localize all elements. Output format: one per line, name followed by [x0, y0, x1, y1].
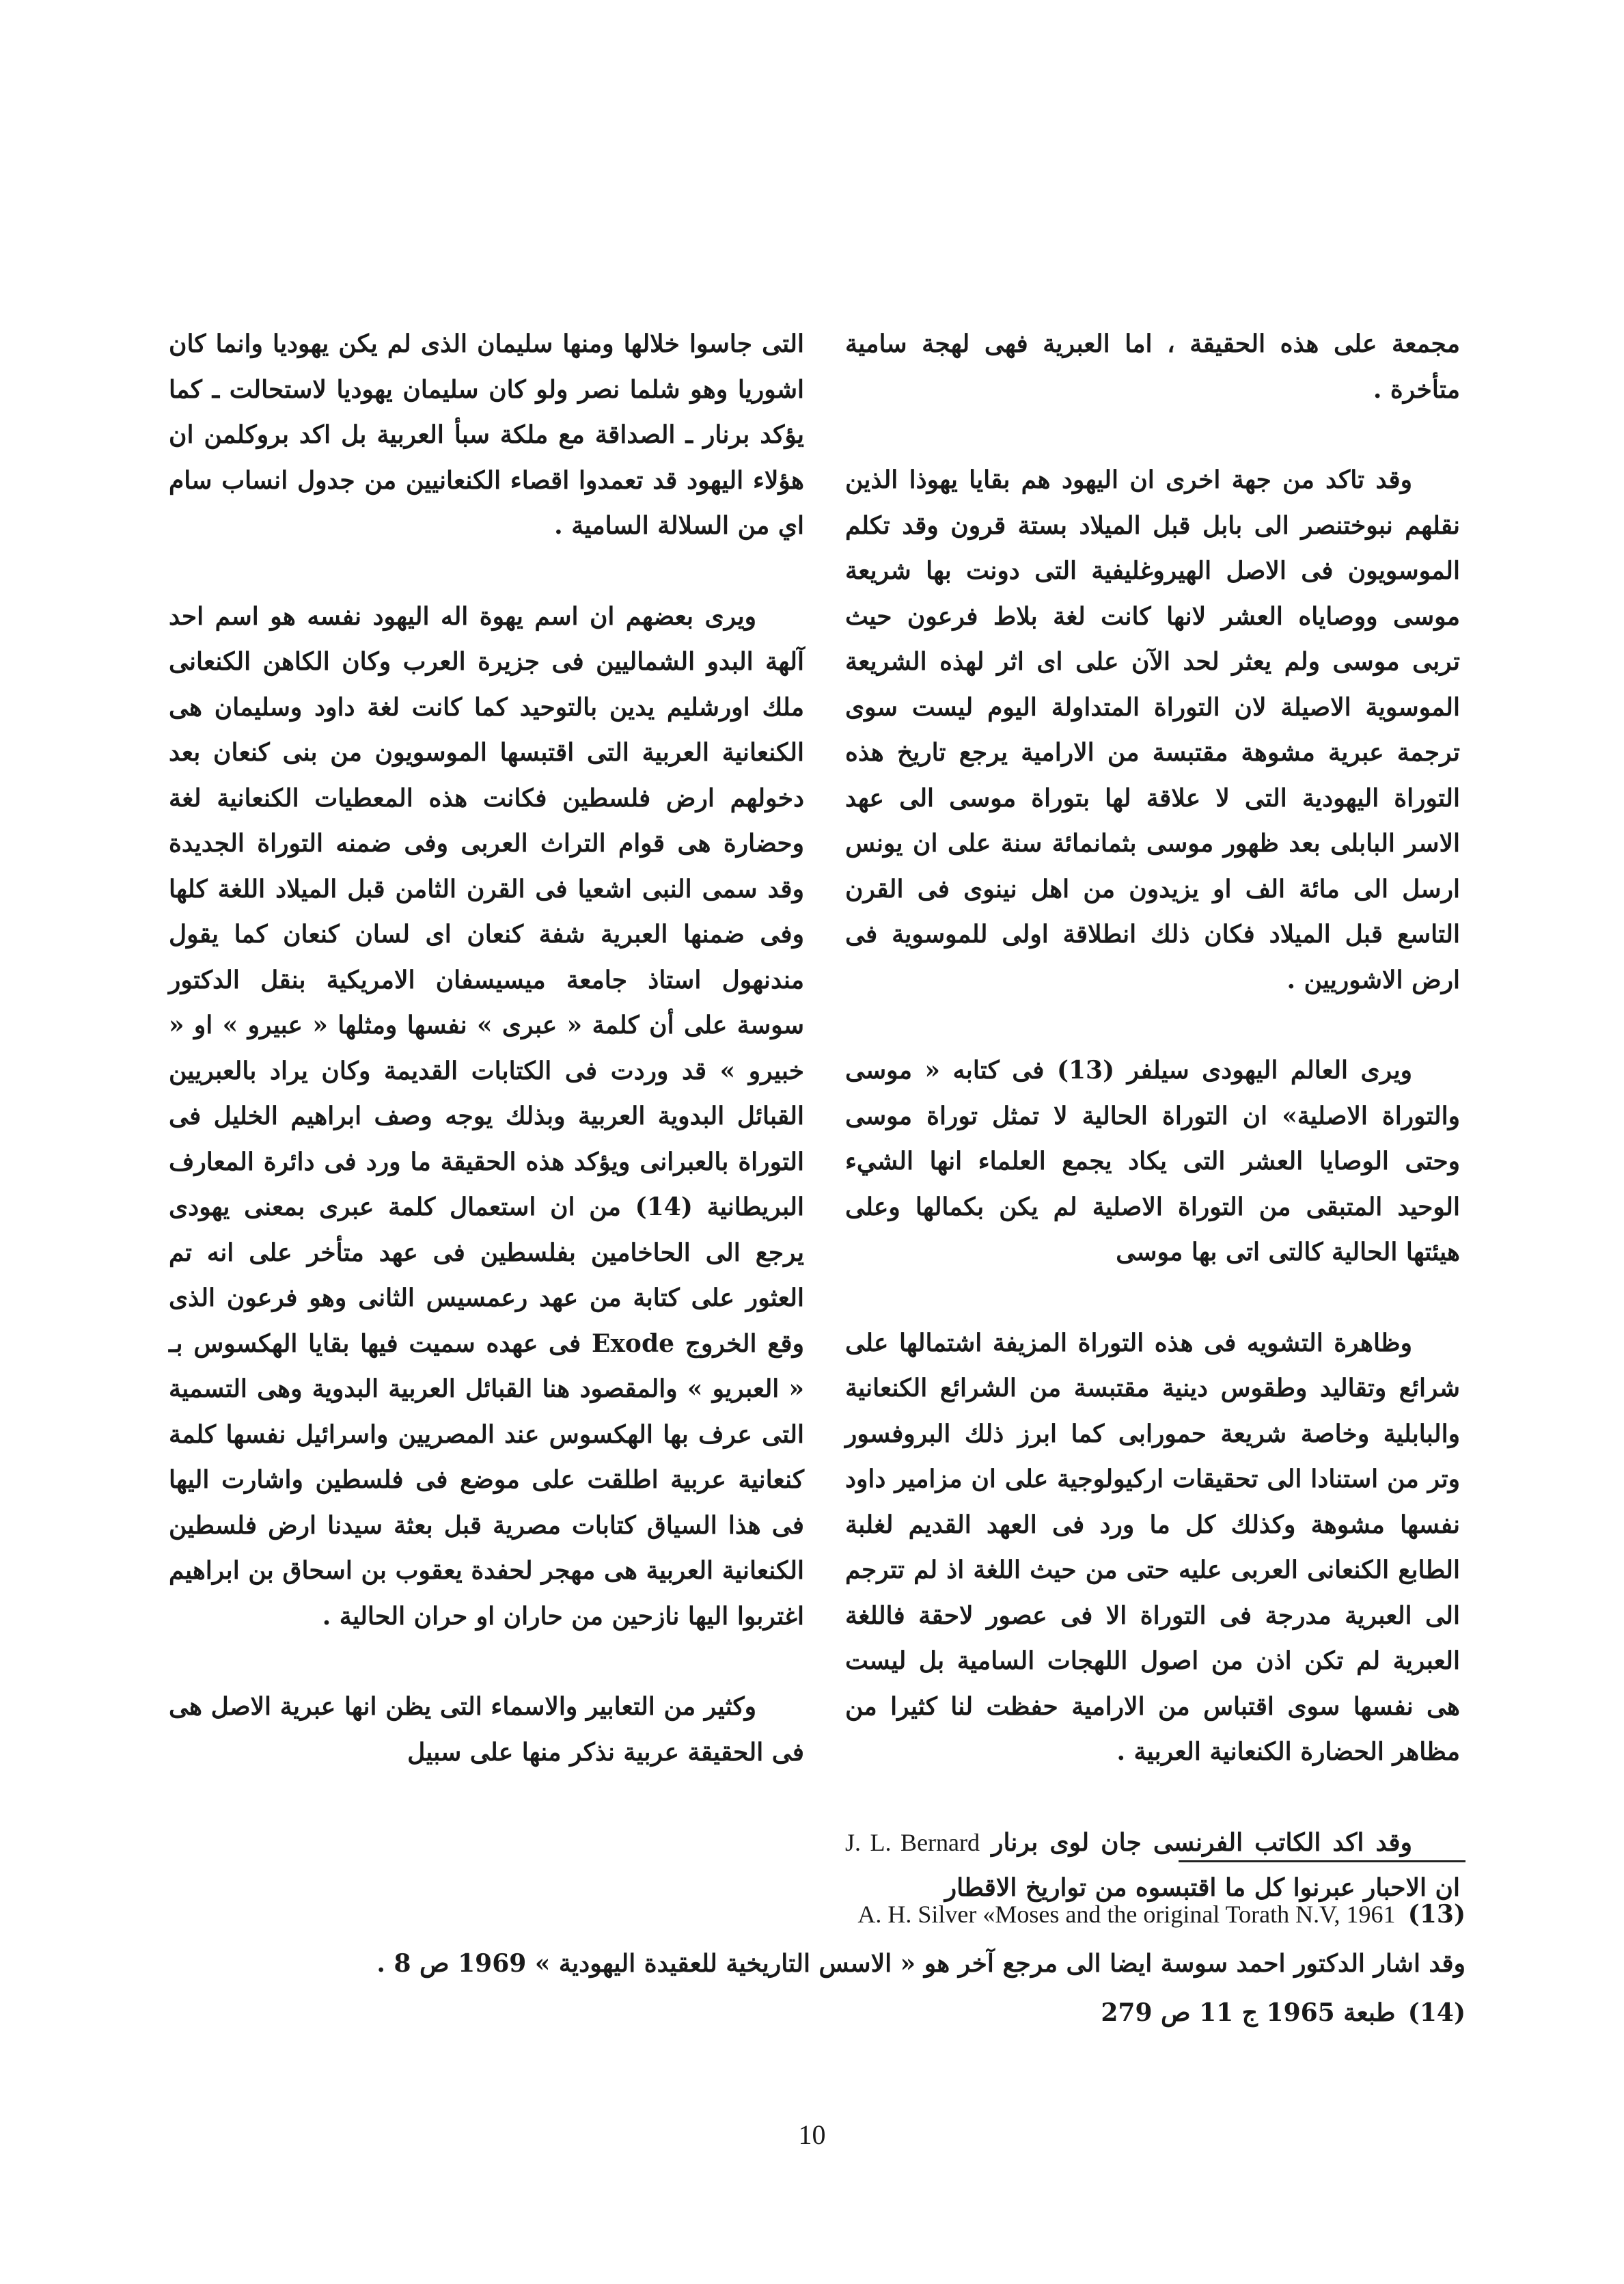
footnote-13-number: (13): [1407, 1900, 1465, 1929]
left-paragraph-1: التى جاسوا خلالها ومنها سليمان الذى لم يكن يهوديا وانما كان اشوريا وهو شلما نصر ولو كان سليمان يهوديا لاستحالت ـ كما يؤكد برنار ـ الصداقة مع ملكة سبأ العربية بل اكد بروكلمن ان هؤلاء اليهود قد تعمدوا اقصاء الكنعانيين من جدول انساب سام اي من السلالة السامية .: [169, 329, 804, 540]
footnotes: [215, 1893, 1465, 2041]
footnote-13-text: A. H. Silver «Moses and the original Torath N.V, 1961: [857, 1901, 1396, 1928]
footnote-separator: [1179, 1860, 1465, 1862]
bernard-latin-name: J. L. Bernard: [845, 1828, 980, 1856]
footnote-13: [215, 1893, 1465, 1935]
right-paragraph-1: مجمعة على هذه الحقيقة ، اما العبرية فهى لهجة سامية متأخرة .: [845, 329, 1460, 404]
page-number: 10: [798, 2119, 826, 2150]
footnote-13-arabic: وقد اشار الدكتور احمد سوسة ايضا الى مرجع آخر هو « الاسس التاريخية للعقيدة اليهودية » 1969 ص 8 .: [376, 1949, 1465, 1978]
right-column: [845, 321, 1460, 1911]
left-paragraph-3: وكثير من التعابير والاسماء التى يظن انها عبرية الاصل هى فى الحقيقة عربية نذكر منها على سبيل: [169, 1692, 804, 1767]
footnote-14: [215, 1991, 1465, 2034]
right-paragraph-5-end: ان الاحبار عبرنوا كل ما اقتبسوه من تواريخ الاقطار: [944, 1873, 1460, 1902]
left-column: [169, 321, 804, 1775]
right-paragraph-4: وظاهرة التشويه فى هذه التوراة المزيفة اشتمالها على شرائع وتقاليد وطقوس دينية مقتبسة من الشرائع الكنعانية والبابلية وخاصة شريعة حمورابى كما ابرز ذلك البروفسور وتر من استنادا الى تحقيقات اركيولوجية على ان مزامير داود نفسها مشوهة وكذلك كل ما ورد فى العهد القديم لغلبة الطابع الكنعانى العربى عليه حتى من حيث اللغة اذ لم تترجم الى العبرية مدرجة فى التوراة الا فى عصور لاحقة فاللغة العبرية لم تكن اذن من اصول اللهجات السامية بل ليست هى نفسها سوى اقتباس من الارامية حفظت لنا كثيرا من مظاهر الحضارة الكنعانية العربية .: [845, 1328, 1460, 1766]
left-paragraph-2: ويرى بعضهم ان اسم يهوة اله اليهود نفسه هو اسم احد آلهة البدو الشماليين فى جزيرة العرب وكان الكاهن الكنعانى ملك اورشليم يدين بالتوحيد كما كانت لغة داود وسليمان هى الكنعانية العربية التى اقتبسها الموسويون من بنى كنعان بعد دخولهم ارض فلسطين فكانت هذه المعطيات الكنعانية لغة وحضارة هى قوام التراث العربى وفى ضمنه التوراة الجديدة وقد سمى النبى اشعيا فى القرن الثامن قبل الميلاد اللغة كلها وفى ضمنها العبرية شفة كنعان اى لسان كنعان كما يقول مندنهول استاذ جامعة ميسيسفان الامريكية بنقل الدكتور سوسة على أن كلمة « عبرى » نفسها ومثلها « عبيرو » او « خبيرو » قد وردت فى الكتابات القديمة وكان يراد بالعبريين القبائل البدوية العربية وبذلك يوجه وصف ابراهيم الخليل فى التوراة بالعبرانى ويؤكد هذه الحقيقة ما ورد فى دائرة المعارف البريطانية (14) من ان استعمال كلمة عبرى بمعنى يهودى يرجع الى الحاخامين بفلسطين فى عهد متأخر على انه تم العثور على كتابة من عهد رعمسيس الثانى وهو فرعون الذى وقع الخروج Exode فى عهده سميت فيها بقايا الهكسوس بـ « العبريو » والمقصود هنا القبائل العربية البدوية وهى التسمية التى عرف بها الهكسوس عند المصريين واسرائيل نفسها كلمة كنعانية عربية اطلقت على موضع فى فلسطين واشارت اليها فى هذا السياق كتابات مصرية قبل بعثة سيدنا ارض فلسطين الكنعانية العربية هى مهجر لحفدة يعقوب بن اسحاق بن ابراهيم اغتربوا اليها نازحين من حاران او حران الحالية .: [169, 601, 804, 1631]
right-paragraph-3: ويرى العالم اليهودى سيلفر (13) فى كتابه « موسى والتوراة الاصلية» ان التوراة الحالية لا تمثل توراة موسى وحتى الوصايا العشر التى يكاد يجمع العلماء انها الشيء الوحيد المتبقى من التوراة الاصلية لم يكن بكمالها وعلى هيئتها الحالية كالتى اتى بها موسى: [845, 1056, 1460, 1266]
right-paragraph-5-start: وقد اكد الكاتب الفرنسى جان لوى برنار: [991, 1827, 1412, 1857]
right-paragraph-2: وقد تاكد من جهة اخرى ان اليهود هم بقايا يهوذا الذين نقلهم نبوختنصر الى بابل قبل الميلاد بستة قرون وقد تكلم الموسويون فى الاصل الهيروغليفية التى دونت بها شريعة موسى ووصاياه العشر لانها كانت لغة بلاط فرعون حيث تربى موسى ولم يعثر لحد الآن على اى اثر لهذه الشريعة الموسوية الاصيلة لان التوراة المتداولة اليوم ليست سوى ترجمة عبرية مشوهة مقتبسة من الارامية يرجع تاريخ هذه التوراة اليهودية التى لا علاقة لها بتوراة موسى الى عهد الاسر البابلى بعد ظهور موسى بثمانمائة سنة على ان يونس ارسل الى مائة الف او يزيدون من اهل نينوى فى القرن التاسع قبل الميلاد فكان ذلك انطلاقة اولى للموسوية فى ارض الاشوريين .: [845, 465, 1460, 994]
footnote-14-text: طبعة 1965 ج 11 ص 279: [1101, 1998, 1396, 2027]
footnote-13-continued: [215, 1942, 1465, 1985]
footnote-14-number: (14): [1407, 1998, 1465, 2027]
